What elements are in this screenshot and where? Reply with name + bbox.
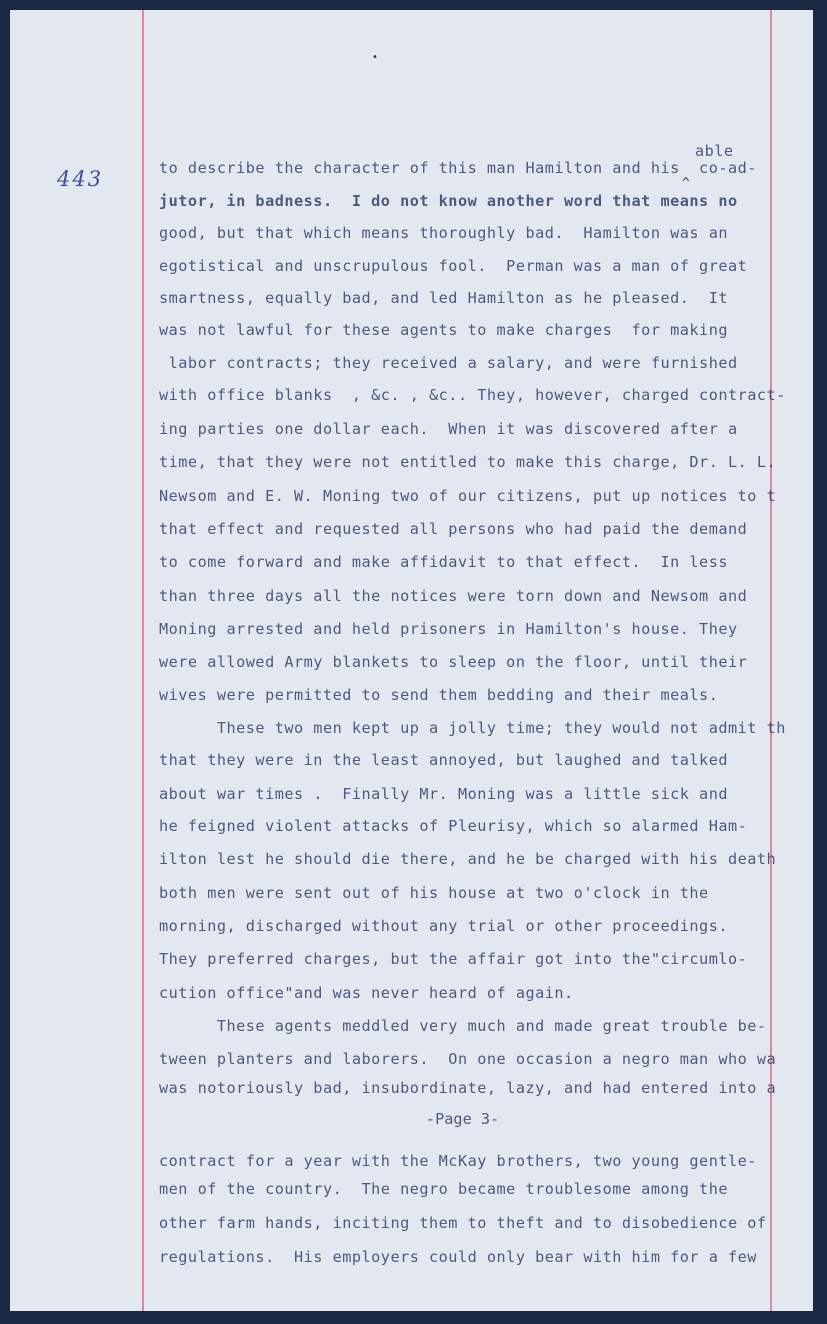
text-line: was notoriously bad, insubordinate, lazy, and had entered into a bbox=[159, 1079, 777, 1097]
text-line: that effect and requested all persons who had paid the demand bbox=[159, 520, 748, 538]
text-line: labor contracts; they received a salary, and were furnished bbox=[159, 354, 738, 372]
text-line: about war times . Finally Mr. Moning was a little sick and bbox=[159, 785, 728, 803]
text-line: tween planters and laborers. On one occasion a negro man who wa bbox=[159, 1050, 777, 1068]
text-line: good, but that which means thoroughly bad. Hamilton was an bbox=[159, 224, 728, 242]
text-line: with office blanks , &c. , &c.. They, however, charged contract- bbox=[159, 386, 786, 404]
handwritten-page-number: 443 bbox=[57, 167, 104, 191]
text-line: were allowed Army blankets to sleep on the floor, until their bbox=[159, 653, 748, 671]
text-line: morning, discharged without any trial or other proceedings. bbox=[159, 917, 728, 935]
text-line: They preferred charges, but the affair got into the"circumlo- bbox=[159, 950, 748, 968]
text-line: cution office"and was never heard of again. bbox=[159, 984, 574, 1002]
right-margin-line bbox=[770, 10, 772, 1311]
text-line: contract for a year with the McKay brothers, two young gentle- bbox=[159, 1152, 757, 1170]
text-line: jutor, in badness. I do not know another word that means no bbox=[159, 192, 738, 210]
page-number: -Page 3- bbox=[426, 1110, 500, 1128]
text-line: time, that they were not entitled to make this charge, Dr. L. L. bbox=[159, 453, 777, 471]
document-page bbox=[10, 10, 813, 1311]
left-margin-line bbox=[142, 10, 144, 1311]
inserted-word: able bbox=[695, 142, 734, 160]
text-line: men of the country. The negro became troublesome among the bbox=[159, 1180, 728, 1198]
text-line: than three days all the notices were torn down and Newsom and bbox=[159, 587, 748, 605]
text-line: wives were permitted to send them bedding and their meals. bbox=[159, 686, 719, 704]
text-line: ing parties one dollar each. When it was discovered after a bbox=[159, 420, 738, 438]
insertion-caret-icon: ^ bbox=[682, 176, 690, 191]
text-line: These agents meddled very much and made great trouble be- bbox=[159, 1017, 767, 1035]
text-line: regulations. His employers could only bear with him for a few bbox=[159, 1248, 757, 1266]
text-line: was not lawful for these agents to make charges for making bbox=[159, 321, 728, 339]
text-line: Moning arrested and held prisoners in Hamilton's house. They bbox=[159, 620, 738, 638]
text-line: ilton lest he should die there, and he be charged with his death bbox=[159, 850, 777, 868]
text-line: smartness, equally bad, and led Hamilton as he pleased. It bbox=[159, 289, 728, 307]
text-line: other farm hands, inciting them to theft and to disobedience of bbox=[159, 1214, 767, 1232]
top-mark: • bbox=[372, 52, 379, 63]
text-line: Newsom and E. W. Moning two of our citizens, put up notices to t bbox=[159, 487, 777, 505]
text-line: that they were in the least annoyed, but laughed and talked bbox=[159, 751, 728, 769]
text-line: egotistical and unscrupulous fool. Perman was a man of great bbox=[159, 257, 748, 275]
text-line: to describe the character of this man Hamilton and his co-ad- bbox=[159, 159, 757, 177]
text-line: he feigned violent attacks of Pleurisy, which so alarmed Ham- bbox=[159, 817, 748, 835]
text-line: to come forward and make affidavit to that effect. In less bbox=[159, 553, 728, 571]
text-line: both men were sent out of his house at two o'clock in the bbox=[159, 884, 709, 902]
text-line: These two men kept up a jolly time; they would not admit th bbox=[159, 719, 786, 737]
